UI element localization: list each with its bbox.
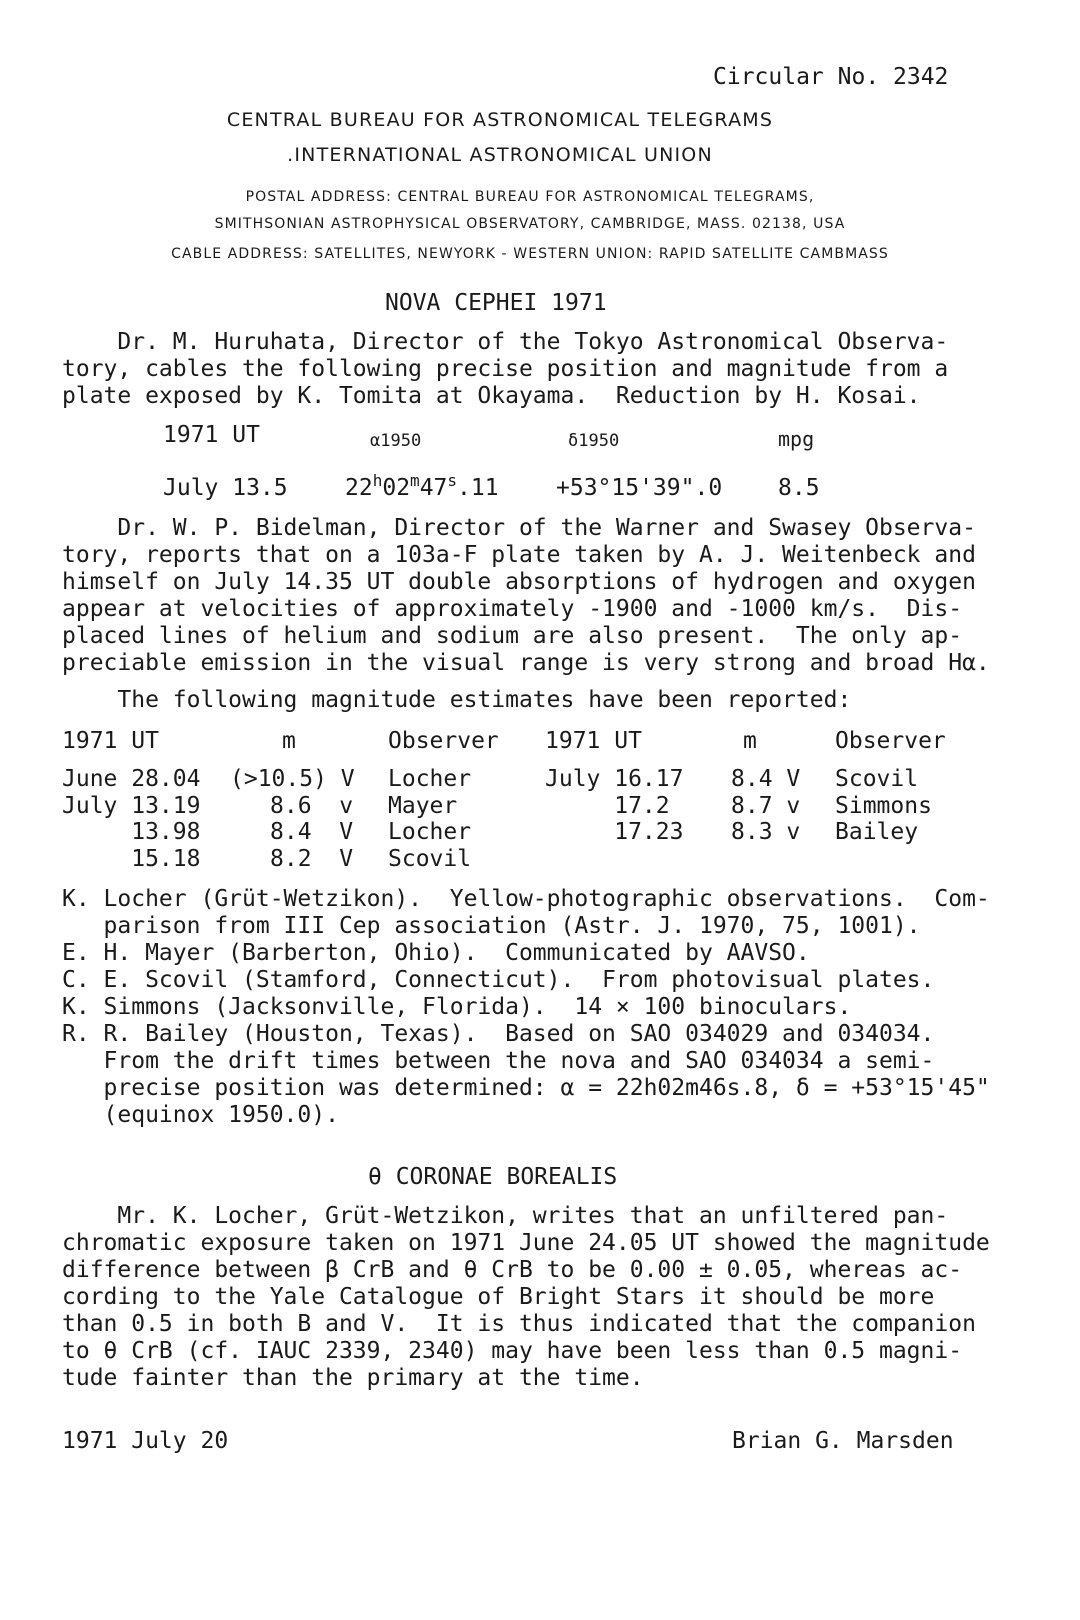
table-row xyxy=(545,819,683,846)
text-line: chromatic exposure taken on 1971 June 24.05 UT showed the magnitude xyxy=(62,1230,990,1256)
nova-paragraph-2 xyxy=(62,515,990,677)
row-observer: Locher xyxy=(388,819,472,845)
table-row xyxy=(545,793,670,820)
row-date: June 28.04 xyxy=(62,766,201,792)
row-m: 8.3 v xyxy=(731,819,801,845)
observer-notes xyxy=(62,886,990,1129)
row-m: 8.4 V xyxy=(270,819,354,845)
table-row xyxy=(545,766,683,793)
text-line: Dr. M. Huruhata, Director of the Tokyo Astronomical Observa- xyxy=(62,329,949,355)
note-line: From the drift times between the nova and SAO 034034 a semi- xyxy=(62,1048,935,1074)
text-line: tory, cables the following precise position and magnitude from a xyxy=(62,356,949,382)
nova-paragraph-1 xyxy=(62,329,962,410)
row-m: 8.6 v xyxy=(270,793,354,819)
text-line: plate exposed by K. Tomita at Okayama. Reduction by H. Kosai. xyxy=(62,383,921,409)
postal-address-line-2: SMITHSONIAN ASTROPHYSICAL OBSERVATORY, CAMBRIDGE, MASS. 02138, USA xyxy=(214,216,846,232)
row-dec: +53°15'39".0 xyxy=(556,475,723,501)
note-line: R. R. Bailey (Houston, Texas). Based on SAO 034029 and 034034. xyxy=(62,1021,935,1047)
row-m: 8.4 V xyxy=(731,766,801,792)
ra-seconds: 47 xyxy=(419,475,448,501)
row-date: July 13.5 xyxy=(163,475,288,501)
table-row xyxy=(62,819,200,846)
circular-number: Circular No. 2342 xyxy=(713,64,949,90)
row-m: 8.7 v xyxy=(731,793,801,819)
text-line: preciable emission in the visual range is very strong and broad Hα. xyxy=(62,650,990,676)
mag-header-ut-left: 1971 UT xyxy=(62,728,159,754)
ra-minutes-unit: m xyxy=(410,471,420,490)
text-line: appear at velocities of approximately -1900 and -1000 km/s. Dis- xyxy=(62,596,963,622)
row-mag: 8.5 xyxy=(778,475,820,501)
text-line: Dr. W. P. Bidelman, Director of the Warner and Swasey Observa- xyxy=(62,515,976,541)
row-m: (>10.5) V xyxy=(230,766,355,792)
ra-hours-unit: h xyxy=(372,471,383,490)
note-line: K. Locher (Grüt-Wetzikon). Yellow-photographic observations. Com- xyxy=(62,886,990,912)
ra-minutes: 02 xyxy=(382,475,411,501)
table-row xyxy=(62,846,200,873)
note-line: E. H. Mayer (Barberton, Ohio). Communicated by AAVSO. xyxy=(62,940,810,966)
nova-paragraph-3 xyxy=(62,687,962,714)
mag-header-m-left: m xyxy=(282,728,296,754)
text-line: cording to the Yale Catalogue of Bright Stars it should be more xyxy=(62,1284,935,1310)
union-title: .INTERNATIONAL ASTRONOMICAL UNION xyxy=(287,144,713,166)
header-mag: mpg xyxy=(778,427,815,451)
text-line: himself on July 14.35 UT double absorptions of hydrogen and oxygen xyxy=(62,569,976,595)
text-line: tory, reports that on a 103a-F plate taken by A. J. Weitenbeck and xyxy=(62,542,976,568)
row-observer: Bailey xyxy=(835,819,919,845)
text-line: difference between β CrB and θ CrB to be 0.00 ± 0.05, whereas ac- xyxy=(62,1257,963,1283)
row-date: July 13.19 xyxy=(62,793,201,819)
note-line: (equinox 1950.0). xyxy=(62,1102,339,1128)
row-observer: Simmons xyxy=(835,793,932,819)
cable-address: CABLE ADDRESS: SATELLITES, NEWYORK - WESTERN UNION: RAPID SATELLITE CAMBMASS xyxy=(171,246,889,262)
text-line: to θ CrB (cf. IAUC 2339, 2340) may have been less than 0.5 magni- xyxy=(62,1338,963,1364)
mag-header-observer-left: Observer xyxy=(388,728,499,754)
row-date: July 16.17 xyxy=(545,766,684,792)
text-line: Mr. K. Locher, Grüt-Wetzikon, writes that an unfiltered pan- xyxy=(62,1203,949,1229)
theta-title: θ CORONAE BOREALIS xyxy=(368,1164,618,1190)
row-m: 8.2 V xyxy=(270,846,354,872)
header-dec: δ1950 xyxy=(568,431,620,451)
mag-header-ut-right: 1971 UT xyxy=(545,728,642,754)
table-row xyxy=(62,766,200,793)
row-date: 17.23 xyxy=(545,819,684,845)
row-observer: Mayer xyxy=(388,793,458,819)
table-row xyxy=(62,793,200,820)
bureau-title: CENTRAL BUREAU FOR ASTRONOMICAL TELEGRAMS xyxy=(226,109,774,131)
theta-paragraph xyxy=(62,1203,990,1392)
note-line: precise position was determined: α = 22h02m46s.8, δ = +53°15'45" xyxy=(62,1075,990,1101)
row-date: 15.18 xyxy=(62,846,201,872)
mag-header-observer-right: Observer xyxy=(835,728,946,754)
note-line: C. E. Scovil (Stamford, Connecticut). From photovisual plates. xyxy=(62,967,935,993)
footer-date: 1971 July 20 xyxy=(62,1428,229,1454)
row-observer: Locher xyxy=(388,766,472,792)
row-observer: Scovil xyxy=(388,846,472,872)
mag-header-m-right: m xyxy=(743,728,757,754)
row-date: 17.2 xyxy=(545,793,670,819)
row-date: 13.98 xyxy=(62,819,201,845)
footer-signature: Brian G. Marsden xyxy=(732,1428,954,1454)
row-observer: Scovil xyxy=(835,766,919,792)
text-line: The following magnitude estimates have been reported: xyxy=(62,687,852,713)
postal-address-line-1: POSTAL ADDRESS: CENTRAL BUREAU FOR ASTRONOMICAL TELEGRAMS, xyxy=(245,189,815,205)
text-line: than 0.5 in both B and V. It is thus indicated that the companion xyxy=(62,1311,976,1337)
text-line: tude fainter than the primary at the time. xyxy=(62,1365,644,1391)
row-ra xyxy=(345,471,499,502)
ra-seconds-unit: s xyxy=(447,471,458,490)
note-line: parison from III Cep association (Astr. J. 1970, 75, 1001). xyxy=(62,913,921,939)
header-ra: α1950 xyxy=(370,431,422,451)
text-line: placed lines of helium and sodium are also present. The only ap- xyxy=(62,623,963,649)
ra-fraction: .11 xyxy=(457,475,499,501)
header-ut: 1971 UT xyxy=(163,422,260,448)
nova-title: NOVA CEPHEI 1971 xyxy=(385,290,607,316)
ra-hours: 22 xyxy=(345,475,373,501)
note-line: K. Simmons (Jacksonville, Florida). 14 × 100 binoculars. xyxy=(62,994,852,1020)
